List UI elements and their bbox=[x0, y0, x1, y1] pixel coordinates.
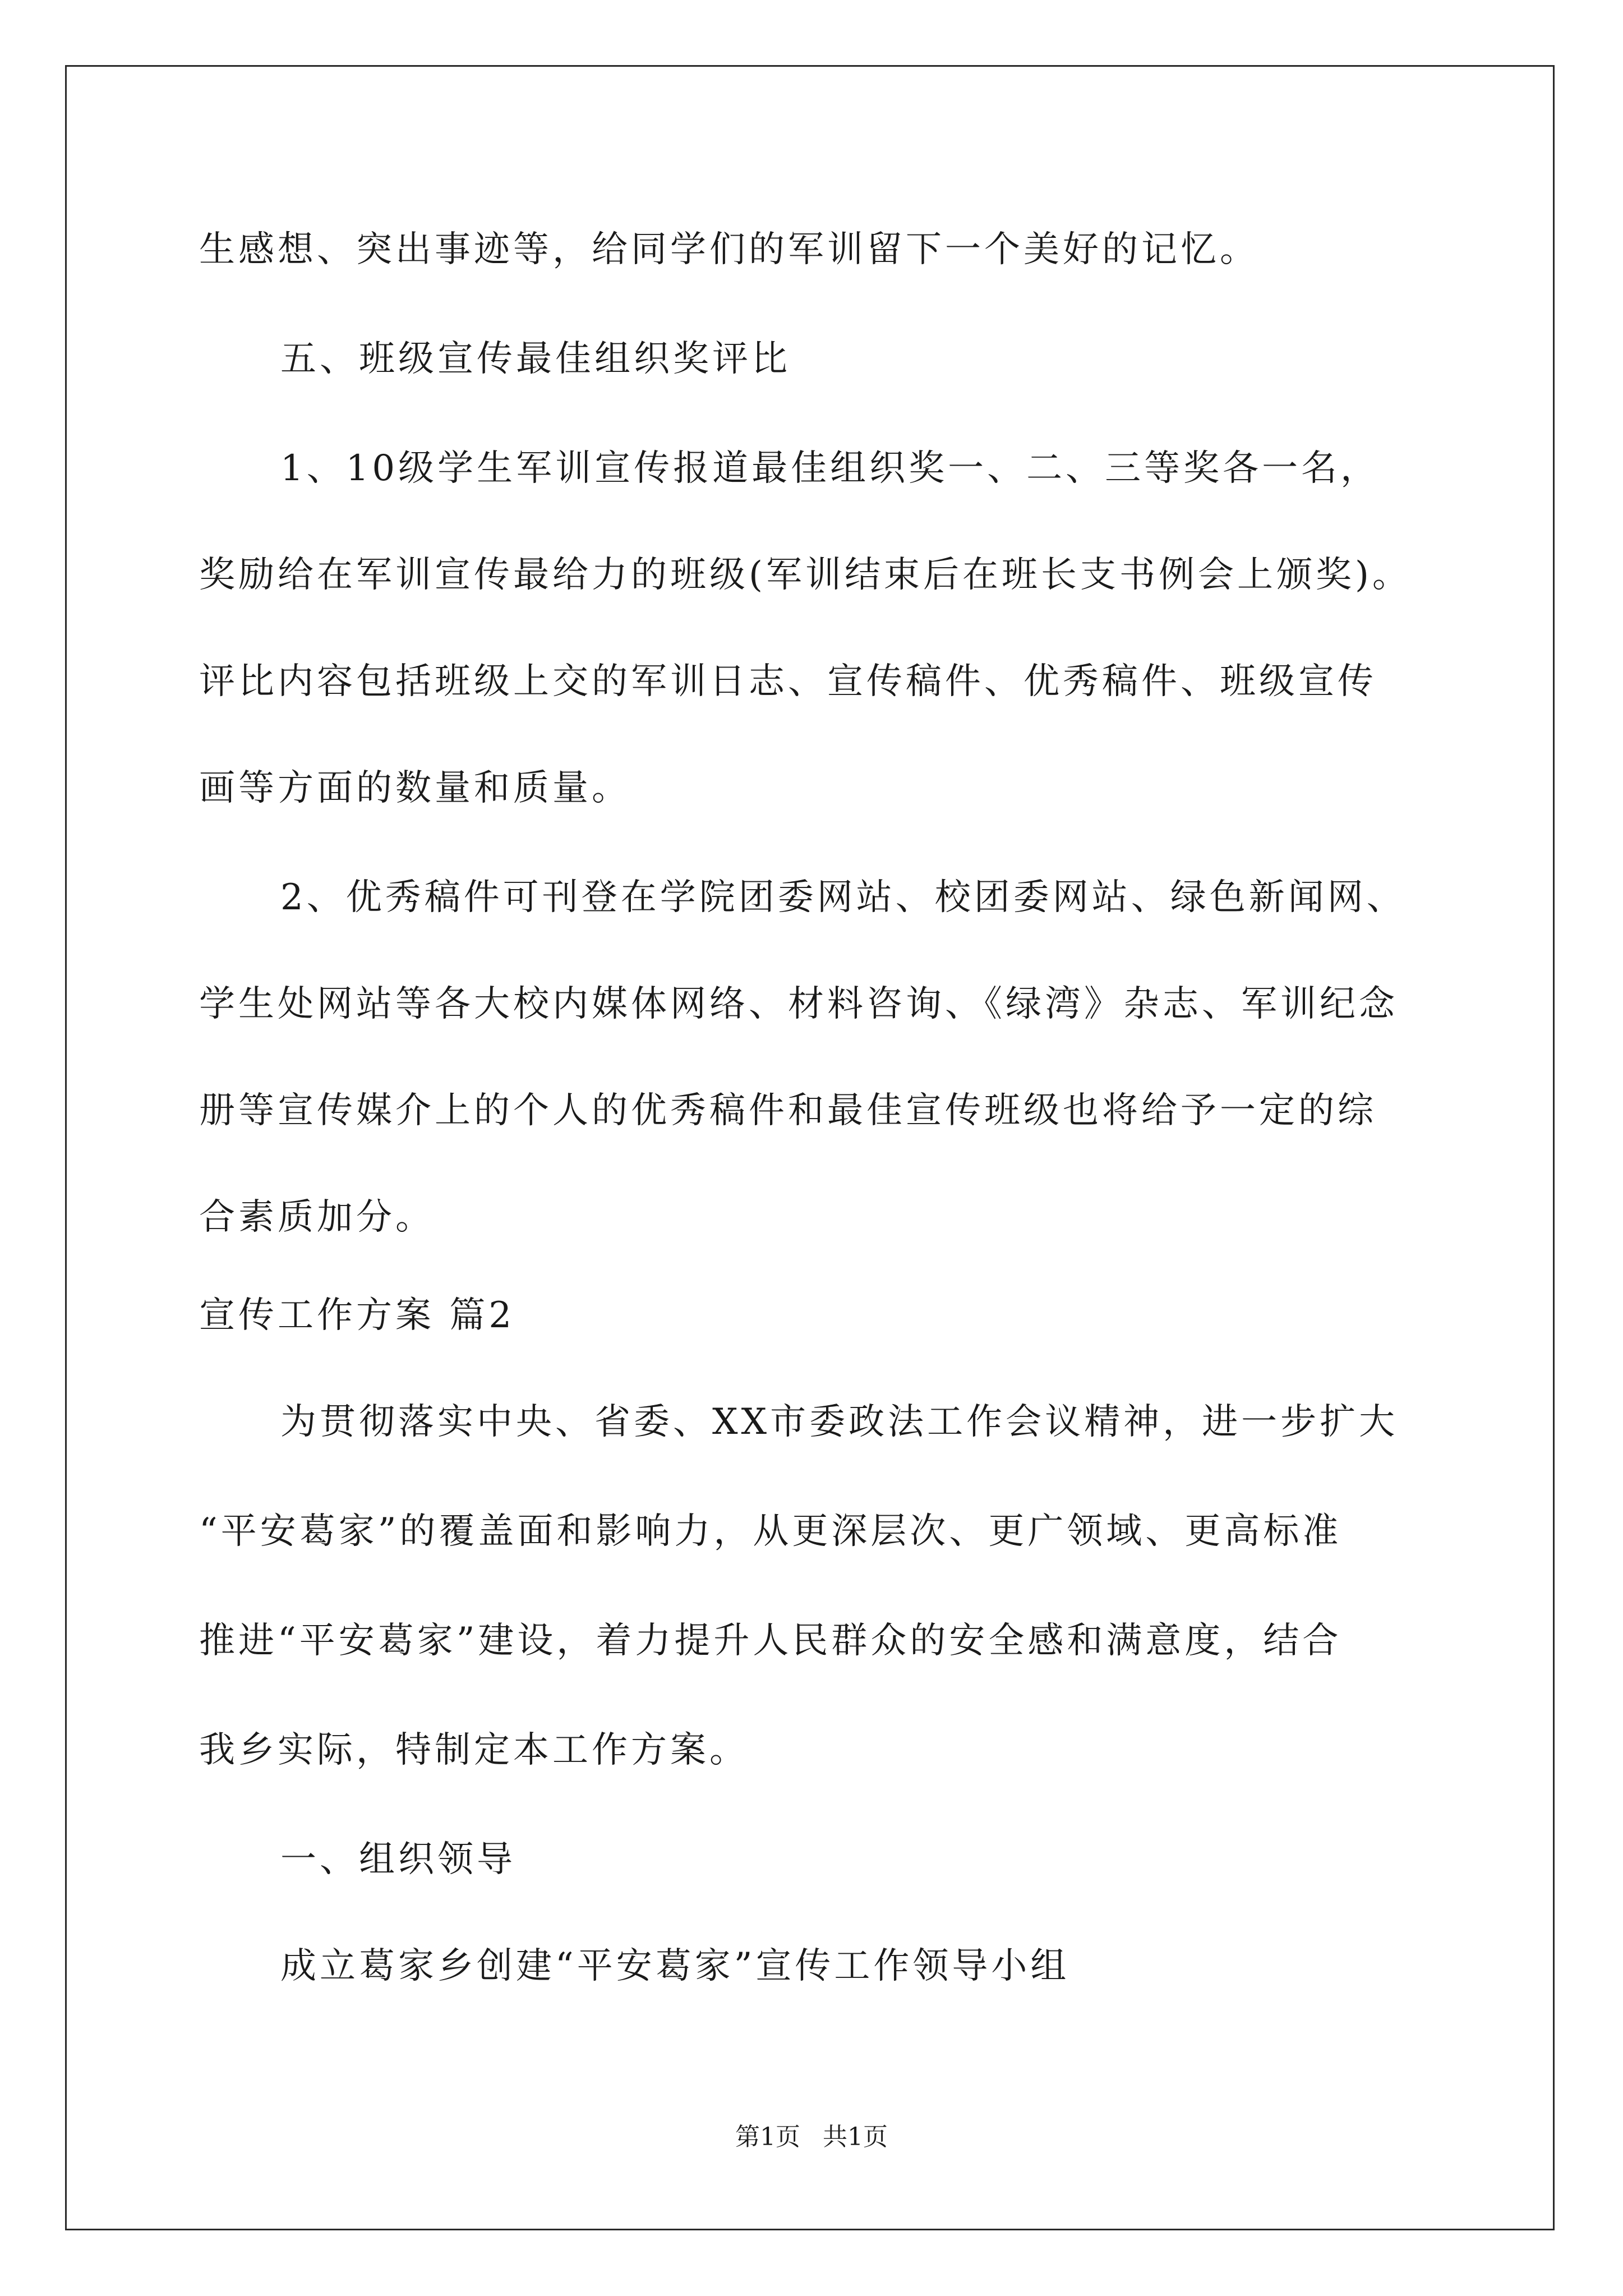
text-line-15: 我乡实际，特制定本工作方案。 bbox=[199, 1729, 749, 1771]
text-line-14: 推进“平安葛家”建设，着力提升人民群众的安全感和满意度，结合 bbox=[199, 1620, 1342, 1662]
article-heading: 宣传工作方案 篇2 bbox=[199, 1295, 515, 1336]
text-line-8: 学生处网站等各大校内媒体网络、材料咨询、《绿湾》杂志、军训纪念 bbox=[199, 983, 1398, 1025]
text-line-17: 成立葛家乡创建“平安葛家”宣传工作领导小组 bbox=[280, 1945, 1070, 1987]
text-line-3: 1、10级学生军训宣传报道最佳组织奖一、二、三等奖各一名， bbox=[280, 448, 1380, 489]
page-border bbox=[65, 65, 1555, 2230]
text-line-10: 合素质加分。 bbox=[199, 1197, 435, 1238]
page-footer bbox=[0, 2120, 1623, 2154]
section-heading-five: 五、班级宣传最佳组织奖评比 bbox=[280, 338, 791, 380]
page-number: 第1页 bbox=[735, 2123, 800, 2151]
text-line-5: 评比内容包括班级上交的军训日志、宣传稿件、优秀稿件、班级宣传 bbox=[199, 661, 1377, 702]
text-line-13: “平安葛家”的覆盖面和影响力，从更深层次、更广领域、更高标准 bbox=[199, 1511, 1342, 1552]
text-line-9: 册等宣传媒介上的个人的优秀稿件和最佳宣传班级也将给予一定的综 bbox=[199, 1090, 1377, 1131]
text-line-1: 生感想、突出事迹等，给同学们的军训留下一个美好的记忆。 bbox=[199, 229, 1259, 270]
text-line-7: 2、优秀稿件可刊登在学院团委网站、校团委网站、绿色新闻网、 bbox=[280, 877, 1406, 918]
text-line-12: 为贯彻落实中央、省委、XX市委政法工作会议精神，进一步扩大 bbox=[280, 1401, 1399, 1443]
section-heading-one: 一、组织领导 bbox=[280, 1839, 516, 1880]
text-line-4: 奖励给在军训宣传最给力的班级(军训结束后在班长支书例会上颁奖)。 bbox=[199, 554, 1412, 596]
page-total: 共1页 bbox=[823, 2123, 888, 2151]
text-line-6: 画等方面的数量和质量。 bbox=[199, 767, 631, 809]
